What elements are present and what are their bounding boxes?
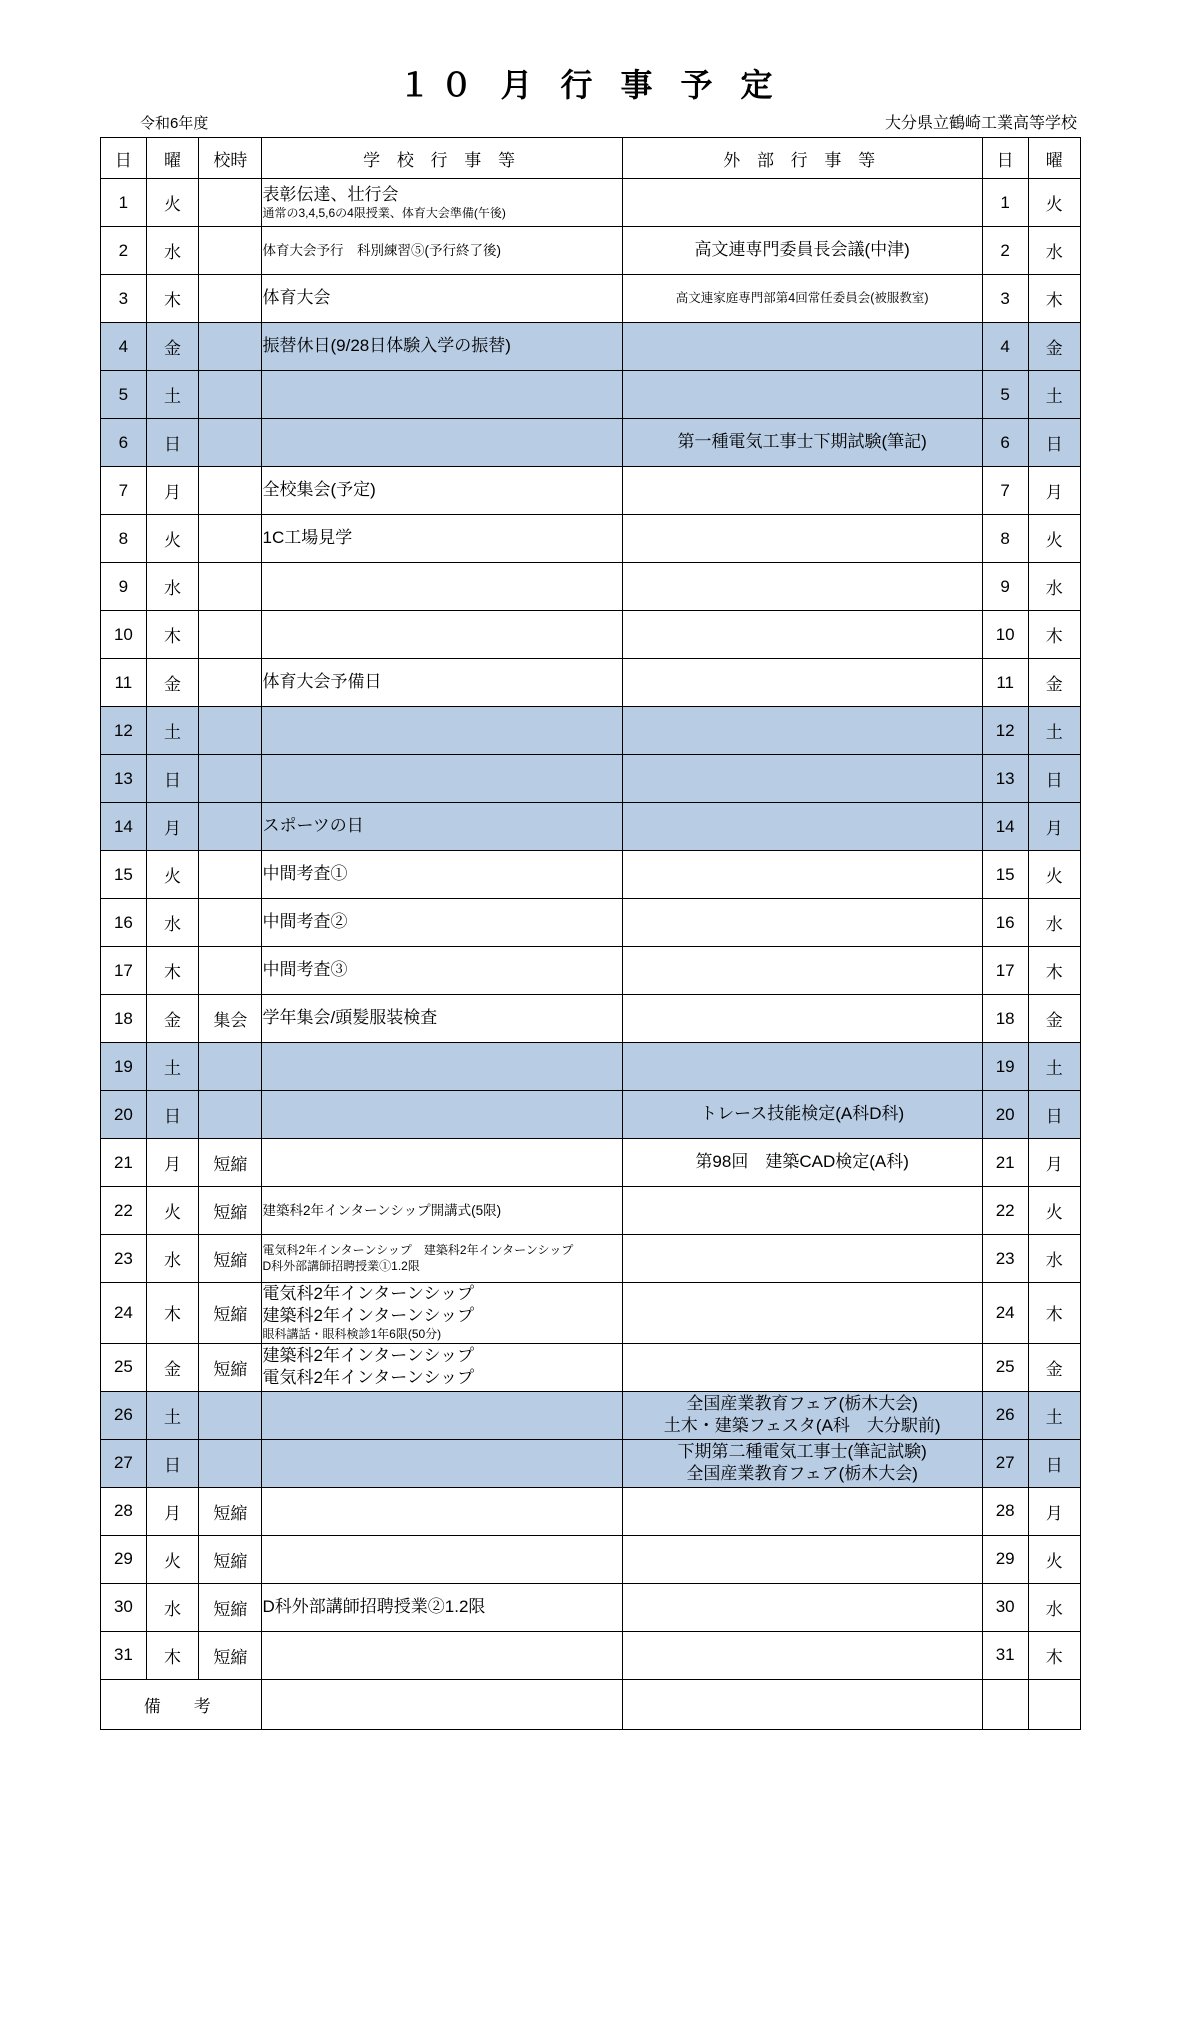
table-row (101, 467, 1081, 515)
row-day-left: 11 (101, 659, 147, 707)
row-day-right: 13 (982, 755, 1028, 803)
school-event-main: 建築科2年インターンシップ (262, 1346, 475, 1366)
page-title: １０ 月 行 事 予 定 (398, 67, 783, 103)
row-period: 短縮 (199, 1343, 262, 1391)
row-school-events (262, 707, 622, 755)
document-subheader (100, 110, 1081, 137)
row-day-right: 18 (982, 995, 1028, 1043)
table-row (101, 947, 1081, 995)
row-day-left: 24 (101, 1283, 147, 1344)
row-school-events (262, 1535, 622, 1583)
row-day-right: 1 (982, 179, 1028, 227)
row-external-events (622, 1187, 982, 1235)
external-event-main: トレース技能検定(A科D科) (700, 1104, 905, 1124)
table-row (101, 227, 1081, 275)
row-day-right: 26 (982, 1391, 1028, 1439)
row-dow-left: 火 (146, 851, 198, 899)
external-event-note: 高文連家庭専門部第4回常任委員会(被服教室) (675, 291, 929, 306)
row-school-events (262, 1043, 622, 1091)
row-period: 短縮 (199, 1535, 262, 1583)
school-event-note: 建築科2年インターンシップ開講式(5限) (262, 1202, 502, 1218)
row-dow-left: 土 (146, 371, 198, 419)
row-day-left: 2 (101, 227, 147, 275)
row-period (199, 515, 262, 563)
table-row (101, 995, 1081, 1043)
table-row (101, 1091, 1081, 1139)
row-external-events (622, 995, 982, 1043)
row-school-events (262, 1391, 622, 1439)
table-row (101, 1583, 1081, 1631)
row-day-right: 19 (982, 1043, 1028, 1091)
school-event-main: 体育大会予備日 (262, 672, 382, 692)
row-day-left: 6 (101, 419, 147, 467)
row-school-events (262, 995, 622, 1043)
row-period (199, 1391, 262, 1439)
row-school-events (262, 179, 622, 227)
row-dow-right: 水 (1028, 1583, 1080, 1631)
row-school-events (262, 1631, 622, 1679)
row-day-right: 3 (982, 275, 1028, 323)
row-dow-right: 木 (1028, 947, 1080, 995)
row-period (199, 563, 262, 611)
row-external-events (622, 1631, 982, 1679)
row-day-left: 16 (101, 899, 147, 947)
row-external-events (622, 1535, 982, 1583)
row-external-events (622, 419, 982, 467)
row-external-events (622, 1091, 982, 1139)
row-school-events (262, 803, 622, 851)
row-dow-left: 水 (146, 563, 198, 611)
row-period: 短縮 (199, 1139, 262, 1187)
row-dow-left: 月 (146, 1487, 198, 1535)
school-event-main: スポーツの日 (262, 816, 364, 836)
row-period (199, 467, 262, 515)
row-day-right: 5 (982, 371, 1028, 419)
row-school-events (262, 1487, 622, 1535)
school-event-note: 体育大会予行 科別練習⑤(予行終了後) (262, 242, 501, 258)
row-period (199, 1091, 262, 1139)
row-dow-right: 火 (1028, 1535, 1080, 1583)
row-dow-right: 日 (1028, 755, 1080, 803)
header-school-events: 学 校 行 事 等 (262, 138, 622, 179)
row-period: 短縮 (199, 1283, 262, 1344)
row-external-events (622, 563, 982, 611)
school-event-note-2: D科外部講師招聘授業①1.2限 (262, 1258, 420, 1273)
row-school-events (262, 1439, 622, 1487)
table-row (101, 1391, 1081, 1439)
remark-school-blank (262, 1679, 622, 1729)
row-school-events (262, 755, 622, 803)
row-dow-right: 土 (1028, 371, 1080, 419)
row-external-events (622, 1139, 982, 1187)
row-external-events (622, 1583, 982, 1631)
row-dow-left: 日 (146, 419, 198, 467)
row-school-events (262, 659, 622, 707)
row-period (199, 1043, 262, 1091)
row-dow-right: 金 (1028, 659, 1080, 707)
row-dow-left: 日 (146, 1091, 198, 1139)
row-day-left: 7 (101, 467, 147, 515)
row-dow-left: 月 (146, 467, 198, 515)
row-dow-left: 水 (146, 1235, 198, 1283)
row-external-events (622, 371, 982, 419)
row-school-events (262, 851, 622, 899)
school-event-note: 電気科2年インターンシップ 建築科2年インターンシップ (262, 1242, 574, 1257)
table-row (101, 1187, 1081, 1235)
row-dow-right: 木 (1028, 611, 1080, 659)
row-period (199, 851, 262, 899)
row-external-events (622, 1487, 982, 1535)
table-row (101, 1631, 1081, 1679)
remark-dow-blank (1028, 1679, 1080, 1729)
row-day-right: 24 (982, 1283, 1028, 1344)
row-period (199, 707, 262, 755)
school-event-main-2: 建築科2年インターンシップ (262, 1306, 475, 1326)
row-day-left: 22 (101, 1187, 147, 1235)
row-school-events (262, 1235, 622, 1283)
row-period (199, 227, 262, 275)
row-day-left: 12 (101, 707, 147, 755)
school-event-main: 体育大会 (262, 288, 331, 308)
table-row (101, 1487, 1081, 1535)
row-period (199, 419, 262, 467)
school-event-note: 眼科講話・眼科検診1年6限(50分) (262, 1327, 442, 1342)
row-day-right: 27 (982, 1439, 1028, 1487)
row-day-left: 31 (101, 1631, 147, 1679)
row-day-right: 2 (982, 227, 1028, 275)
row-external-events (622, 323, 982, 371)
era-year-label: 令和6年度 (140, 115, 209, 132)
row-external-events (622, 851, 982, 899)
row-day-right: 17 (982, 947, 1028, 995)
table-row (101, 515, 1081, 563)
row-day-left: 14 (101, 803, 147, 851)
row-dow-left: 金 (146, 323, 198, 371)
remark-external-blank (622, 1679, 982, 1729)
row-school-events (262, 1187, 622, 1235)
row-external-events (622, 1439, 982, 1487)
row-school-events (262, 1139, 622, 1187)
row-day-right: 9 (982, 563, 1028, 611)
row-external-events (622, 1043, 982, 1091)
school-event-main-2: 電気科2年インターンシップ (262, 1368, 475, 1388)
row-school-events (262, 1091, 622, 1139)
table-row (101, 1439, 1081, 1487)
header-dow-right: 曜 (1028, 138, 1080, 179)
row-school-events (262, 1583, 622, 1631)
row-period (199, 803, 262, 851)
row-school-events (262, 1283, 622, 1344)
row-dow-right: 月 (1028, 467, 1080, 515)
row-external-events (622, 515, 982, 563)
row-school-events (262, 371, 622, 419)
row-dow-left: 木 (146, 611, 198, 659)
row-dow-right: 火 (1028, 515, 1080, 563)
row-dow-left: 水 (146, 899, 198, 947)
row-period (199, 1439, 262, 1487)
row-day-left: 15 (101, 851, 147, 899)
row-dow-left: 土 (146, 1391, 198, 1439)
external-event-main-2: 全国産業教育フェア(栃木大会) (686, 1464, 918, 1484)
row-dow-right: 水 (1028, 1235, 1080, 1283)
row-day-left: 29 (101, 1535, 147, 1583)
row-school-events (262, 275, 622, 323)
row-dow-left: 木 (146, 1631, 198, 1679)
row-dow-left: 土 (146, 707, 198, 755)
row-day-left: 8 (101, 515, 147, 563)
row-dow-right: 金 (1028, 995, 1080, 1043)
table-row (101, 611, 1081, 659)
school-event-main: 学年集会/頭髪服装検査 (262, 1008, 438, 1028)
row-school-events (262, 1343, 622, 1391)
row-dow-left: 土 (146, 1043, 198, 1091)
row-period (199, 371, 262, 419)
row-dow-right: 木 (1028, 275, 1080, 323)
external-event-main: 高文連専門委員長会議(中津) (694, 240, 910, 260)
row-period (199, 611, 262, 659)
row-day-left: 5 (101, 371, 147, 419)
row-dow-left: 火 (146, 179, 198, 227)
row-external-events (622, 1283, 982, 1344)
row-dow-right: 金 (1028, 323, 1080, 371)
school-event-main: 中間考査③ (262, 960, 348, 980)
row-dow-left: 金 (146, 659, 198, 707)
row-day-left: 28 (101, 1487, 147, 1535)
row-dow-left: 火 (146, 1535, 198, 1583)
row-school-events (262, 899, 622, 947)
row-day-left: 13 (101, 755, 147, 803)
row-school-events (262, 563, 622, 611)
row-school-events (262, 611, 622, 659)
row-school-events (262, 419, 622, 467)
row-period: 短縮 (199, 1187, 262, 1235)
row-day-right: 21 (982, 1139, 1028, 1187)
row-dow-left: 月 (146, 803, 198, 851)
row-period: 集会 (199, 995, 262, 1043)
row-period (199, 899, 262, 947)
row-day-left: 9 (101, 563, 147, 611)
row-day-right: 30 (982, 1583, 1028, 1631)
row-day-right: 16 (982, 899, 1028, 947)
row-day-right: 20 (982, 1091, 1028, 1139)
row-period: 短縮 (199, 1235, 262, 1283)
table-footer (101, 1679, 1081, 1729)
row-day-right: 12 (982, 707, 1028, 755)
row-day-right: 23 (982, 1235, 1028, 1283)
table-row (101, 851, 1081, 899)
row-dow-right: 火 (1028, 1187, 1080, 1235)
row-day-left: 1 (101, 179, 147, 227)
school-event-main: 中間考査① (262, 864, 348, 884)
header-period: 校時 (199, 138, 262, 179)
external-event-main-2: 土木・建築フェスタ(A科 大分駅前) (663, 1416, 941, 1436)
row-day-right: 28 (982, 1487, 1028, 1535)
table-row (101, 1139, 1081, 1187)
external-event-main: 全国産業教育フェア(栃木大会) (686, 1394, 918, 1414)
school-event-main: 表彰伝達、壮行会 (262, 184, 399, 204)
table-row (101, 419, 1081, 467)
row-dow-left: 木 (146, 1283, 198, 1344)
row-period (199, 947, 262, 995)
row-day-left: 10 (101, 611, 147, 659)
header-external-events: 外 部 行 事 等 (622, 138, 982, 179)
table-row (101, 1235, 1081, 1283)
school-event-main: 1C工場見学 (262, 528, 353, 548)
row-dow-right: 金 (1028, 1343, 1080, 1391)
row-day-left: 17 (101, 947, 147, 995)
row-day-right: 10 (982, 611, 1028, 659)
row-dow-right: 月 (1028, 803, 1080, 851)
row-dow-right: 火 (1028, 179, 1080, 227)
row-period (199, 179, 262, 227)
external-event-main: 下期第二種電気工事士(筆記試験) (677, 1442, 927, 1462)
row-dow-left: 日 (146, 1439, 198, 1487)
row-external-events (622, 1391, 982, 1439)
row-school-events (262, 227, 622, 275)
row-day-right: 14 (982, 803, 1028, 851)
row-day-right: 22 (982, 1187, 1028, 1235)
header-day-left: 日 (101, 138, 147, 179)
table-body (101, 179, 1081, 1680)
row-dow-right: 水 (1028, 227, 1080, 275)
table-row (101, 1043, 1081, 1091)
remark-label: 備 考 (101, 1679, 262, 1729)
row-school-events (262, 323, 622, 371)
row-external-events (622, 275, 982, 323)
row-day-left: 27 (101, 1439, 147, 1487)
row-day-right: 8 (982, 515, 1028, 563)
row-day-right: 25 (982, 1343, 1028, 1391)
table-row (101, 179, 1081, 227)
row-period: 短縮 (199, 1583, 262, 1631)
row-dow-left: 水 (146, 1583, 198, 1631)
row-day-left: 4 (101, 323, 147, 371)
row-period (199, 275, 262, 323)
row-period (199, 323, 262, 371)
school-event-main: 電気科2年インターンシップ (262, 1284, 475, 1303)
row-dow-left: 火 (146, 1187, 198, 1235)
table-row (101, 755, 1081, 803)
table-header (101, 138, 1081, 179)
row-day-right: 31 (982, 1631, 1028, 1679)
row-day-right: 7 (982, 467, 1028, 515)
row-day-right: 4 (982, 323, 1028, 371)
row-external-events (622, 707, 982, 755)
row-dow-left: 日 (146, 755, 198, 803)
header-day-right: 日 (982, 138, 1028, 179)
table-row (101, 659, 1081, 707)
row-school-events (262, 467, 622, 515)
row-external-events (622, 1343, 982, 1391)
row-dow-right: 日 (1028, 1439, 1080, 1487)
row-external-events (622, 467, 982, 515)
row-dow-right: 火 (1028, 851, 1080, 899)
row-day-left: 25 (101, 1343, 147, 1391)
row-external-events (622, 659, 982, 707)
row-external-events (622, 227, 982, 275)
external-event-main: 第一種電気工事士下期試験(筆記) (677, 432, 927, 452)
header-dow-left: 曜 (146, 138, 198, 179)
row-dow-left: 水 (146, 227, 198, 275)
school-event-main: D科外部講師招聘授業②1.2限 (262, 1597, 486, 1617)
row-dow-left: 木 (146, 275, 198, 323)
row-day-right: 11 (982, 659, 1028, 707)
row-external-events (622, 611, 982, 659)
row-dow-right: 水 (1028, 563, 1080, 611)
row-dow-right: 水 (1028, 899, 1080, 947)
row-external-events (622, 899, 982, 947)
table-row (101, 1535, 1081, 1583)
external-event-main: 第98回 建築CAD検定(A科) (695, 1152, 909, 1172)
row-day-left: 23 (101, 1235, 147, 1283)
row-external-events (622, 179, 982, 227)
row-external-events (622, 947, 982, 995)
row-dow-right: 日 (1028, 419, 1080, 467)
table-row (101, 1343, 1081, 1391)
school-event-main: 全校集会(予定) (262, 480, 376, 500)
row-external-events (622, 755, 982, 803)
table-row (101, 371, 1081, 419)
row-dow-left: 火 (146, 515, 198, 563)
row-school-events (262, 515, 622, 563)
row-day-left: 21 (101, 1139, 147, 1187)
row-dow-left: 金 (146, 995, 198, 1043)
table-row (101, 563, 1081, 611)
school-event-note: 通常の3,4,5,6の4限授業、体育大会準備(午後) (262, 205, 506, 220)
row-period (199, 659, 262, 707)
school-event-main: 中間考査② (262, 912, 348, 932)
table-row (101, 275, 1081, 323)
row-day-left: 19 (101, 1043, 147, 1091)
row-day-left: 3 (101, 275, 147, 323)
row-period: 短縮 (199, 1487, 262, 1535)
row-day-left: 30 (101, 1583, 147, 1631)
row-dow-right: 木 (1028, 1283, 1080, 1344)
event-schedule-table (100, 137, 1081, 1730)
school-name-label: 大分県立鶴崎工業高等学校 (884, 115, 1077, 132)
row-period (199, 755, 262, 803)
row-dow-right: 月 (1028, 1487, 1080, 1535)
table-row (101, 323, 1081, 371)
row-dow-right: 木 (1028, 1631, 1080, 1679)
school-event-main: 振替休日(9/28日体験入学の振替) (262, 336, 511, 356)
row-dow-right: 月 (1028, 1139, 1080, 1187)
table-row (101, 899, 1081, 947)
row-day-left: 18 (101, 995, 147, 1043)
row-dow-left: 木 (146, 947, 198, 995)
row-dow-right: 日 (1028, 1091, 1080, 1139)
table-row (101, 1283, 1081, 1344)
row-dow-right: 土 (1028, 1391, 1080, 1439)
table-row (101, 707, 1081, 755)
remark-day-blank (982, 1679, 1028, 1729)
row-dow-right: 土 (1028, 1043, 1080, 1091)
row-dow-left: 月 (146, 1139, 198, 1187)
row-day-left: 20 (101, 1091, 147, 1139)
table-row (101, 803, 1081, 851)
row-external-events (622, 803, 982, 851)
row-day-right: 6 (982, 419, 1028, 467)
row-school-events (262, 947, 622, 995)
row-period: 短縮 (199, 1631, 262, 1679)
row-day-right: 15 (982, 851, 1028, 899)
row-dow-right: 土 (1028, 707, 1080, 755)
row-external-events (622, 1235, 982, 1283)
row-day-left: 26 (101, 1391, 147, 1439)
row-day-right: 29 (982, 1535, 1028, 1583)
row-dow-left: 金 (146, 1343, 198, 1391)
